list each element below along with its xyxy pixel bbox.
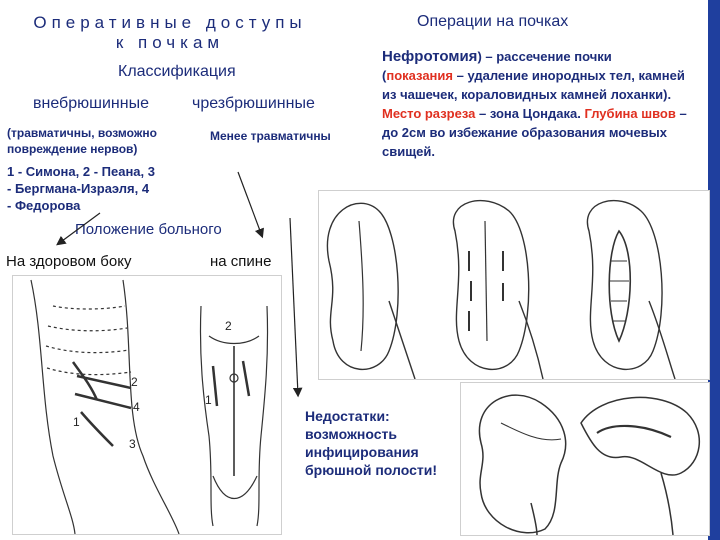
- drawbacks-line-3: инфицирования: [305, 444, 419, 460]
- drawbacks-line-4: брюшной полости!: [305, 462, 437, 478]
- classification-label: Классификация: [118, 63, 236, 80]
- authors-line-1: 1 - Симона, 2 - Пеана, 3: [7, 164, 155, 179]
- bisected-kidney-drawing: [461, 383, 709, 535]
- indications-label: показания: [386, 68, 453, 83]
- incision-site-text: – зона Цондака.: [475, 106, 581, 121]
- kidney-half-left: [479, 395, 565, 533]
- front-number-2: 2: [225, 319, 232, 333]
- authors-line-2: - Бергмана-Израэля, 4: [7, 181, 150, 196]
- side-body-back: [31, 280, 75, 534]
- slide-title-right: Операции на почках: [417, 13, 569, 30]
- kidney-incision-drawing: [319, 191, 709, 379]
- drawbacks-line-2: возможность: [305, 426, 397, 442]
- drawbacks-block: [305, 407, 437, 479]
- bisected-kidney-figure: [460, 382, 710, 536]
- drawbacks-title: Недостатки:: [305, 408, 390, 424]
- arrow-to-back: [238, 172, 262, 236]
- arrow-to-drawbacks: [290, 218, 298, 395]
- nephrotomy-figure: [318, 190, 710, 380]
- side-number-1: 1: [73, 415, 80, 429]
- title-line-1: Оперативные доступы: [33, 13, 307, 32]
- incision-drawing: [13, 276, 281, 534]
- side-number-3: 3: [129, 437, 136, 451]
- on-back-label: на спине: [210, 253, 272, 270]
- incision-site-label: Место разреза: [382, 106, 476, 121]
- side-number-2: 2: [131, 375, 138, 389]
- extraperitoneal-label: внебрюшинные: [33, 95, 149, 112]
- kidney-2: [453, 201, 528, 370]
- healthy-side-label: На здоровом боку: [6, 253, 132, 270]
- nephrotomy-term: Нефротомия: [382, 48, 478, 65]
- front-number-1: 1: [205, 393, 212, 407]
- kidney-half-right: [581, 397, 699, 475]
- arrow-to-side: [58, 213, 100, 244]
- depth-text: – до 2см во избежание образования мочевых свищей.: [382, 106, 687, 159]
- incision-figure: [12, 275, 282, 535]
- side-number-4: 4: [133, 400, 140, 414]
- side-body-front: [123, 280, 179, 534]
- depth-label: Глубина швов: [584, 106, 676, 121]
- front-body-right: [257, 306, 268, 526]
- title-line-2: к почкам: [115, 33, 225, 52]
- kidney-3: [587, 201, 662, 370]
- nephrotomy-block: Нефротомия) – рассечение почки (показания – удаление инородных тел, камней из чашечек, кораловидных камней лоханки). Место разреза – зона Цондака. Глубина швов – до 2см во избежание образования мочевых свищей.: [382, 48, 687, 159]
- nephrotomy-def: ) – рассечение почки: [477, 49, 612, 64]
- transperitoneal-note: Менее травматичны: [210, 129, 331, 143]
- indications-text: – удаление инородных тел, камней из чашечек, кораловидных камней лоханки).: [382, 68, 685, 102]
- authors-line-3: - Федорова: [7, 198, 81, 213]
- transperitoneal-label: чрезбрюшинные: [192, 95, 315, 112]
- front-body-left: [200, 306, 213, 526]
- patient-position-label: Положение больного: [75, 221, 222, 238]
- extraperitoneal-note: (травматичны, возможно повреждение нервов): [7, 126, 157, 156]
